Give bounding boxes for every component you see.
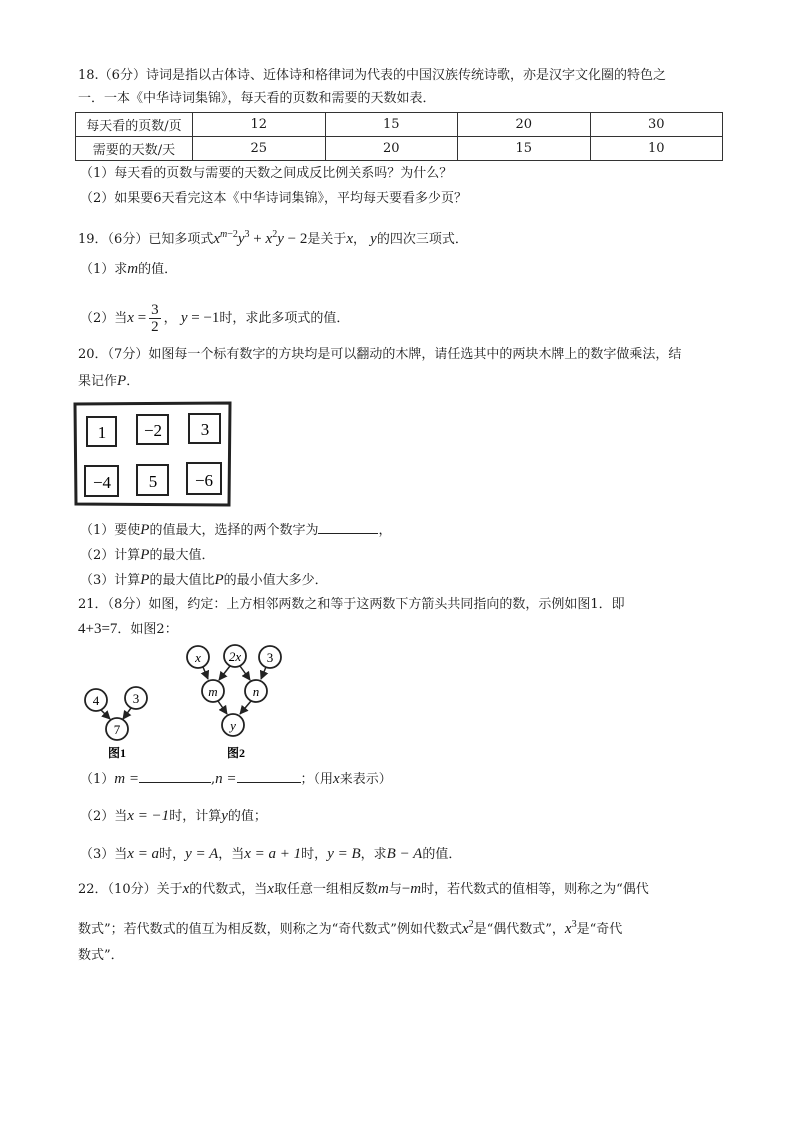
q22-line1-e: 时，若代数式的值相等，则称之为“偶代 (421, 882, 649, 897)
figure-1 (85, 687, 147, 760)
sum-diagram-figure (76, 640, 306, 765)
q22-expr-x2: $x^2$ (461, 919, 474, 937)
q20-line2-b: ． (126, 374, 140, 389)
tile-label: 5 (148, 472, 158, 491)
q22-line1 (78, 880, 649, 899)
node-label: 2x (228, 649, 242, 664)
table-cell: 10 (590, 137, 723, 161)
q20-sub3 (80, 571, 328, 590)
q19-suffix: 的四次三项式． (376, 232, 468, 247)
q21-sub1-b: ；（用 (300, 772, 334, 787)
q20-var-p: P (140, 522, 150, 538)
q22-line1-a: 22．（10分）关于 (78, 882, 183, 897)
q21-sub1-sep: , (211, 772, 216, 787)
arrow (240, 666, 250, 680)
fraction (149, 302, 161, 335)
q20-sub1-a: （1）要使 (80, 523, 141, 538)
answer-blank-m[interactable] (139, 770, 211, 783)
q20-line1: 20．（7分）如图每一个标有数字的方块均是可以翻动的木牌，请任选其中的两块木牌上的数字做乘法，结 (78, 347, 682, 362)
q20-sub2-b: 的最大值． (149, 548, 215, 563)
q19-sub1-b: 的值． (138, 262, 178, 277)
table-header-pages: 每天看的页数/页 (76, 113, 193, 137)
q21-eq: y = B (327, 846, 361, 862)
q18-table (75, 112, 723, 161)
figure-caption: 图2 (226, 746, 246, 760)
q21-example-eq: 4+3=7 (78, 621, 118, 637)
table-cell: 15 (458, 137, 591, 161)
q21-sub2-a: （2）当 (80, 809, 128, 824)
q20-sub3-c: 的最小值大多少． (223, 573, 328, 588)
q21-sub2 (80, 807, 267, 826)
q21-eq: B − A (386, 846, 423, 862)
q19-sub2 (80, 302, 349, 335)
q22-var-m: m (377, 881, 389, 897)
table-row (76, 137, 723, 161)
q20-sub1-c: ， (378, 523, 392, 538)
q21-sub1-a: （1） (80, 772, 115, 787)
q21-m-label: m = (114, 771, 139, 787)
q19-eq-x: x = (127, 310, 147, 326)
figure-2 (187, 645, 281, 760)
q22-line3: 数式”． (78, 948, 124, 963)
q18-sub2: （2）如果要6天看完这本《中华诗词集锦》，平均每天要看多少页？ (80, 191, 468, 206)
q21-sub2-c: 的值； (227, 809, 267, 824)
q18-line2: 一．一本《中华诗词集锦》，每天看的页数和需要的天数如表． (78, 91, 436, 106)
q21-sub1 (80, 770, 392, 789)
q22-line1-b: 的代数式，当 (189, 882, 268, 897)
q18-sub1: （1）每天看的页数与需要的天数之间成反比例关系吗？为什么？ (80, 166, 453, 181)
q21-eq: x = a + 1 (244, 846, 302, 862)
q21-line2-b: ．如图2： (117, 622, 178, 637)
q19-polynomial: $x^{m-2}y^3 + x^2y - 2$ (213, 229, 308, 247)
q20-sub2 (80, 546, 214, 565)
table-row (76, 113, 723, 137)
q20-sub3-b: 的最大值比 (149, 573, 215, 588)
answer-blank-n[interactable] (237, 770, 301, 783)
q21-sub1-c: 来表示） (339, 772, 392, 787)
arrow (218, 701, 227, 714)
node-label: 3 (132, 691, 140, 706)
q22-line2-b: 是“偶代数式”， (473, 922, 565, 937)
q22-line1-d: 与 (388, 882, 402, 897)
node-label: 4 (92, 693, 100, 708)
q19-var-x: x (346, 231, 354, 247)
table-cell: 25 (193, 137, 326, 161)
q20-var-p: P (117, 373, 127, 389)
q19-sub2-a: （2）当 (80, 311, 128, 326)
q19-eq-y: y = −1 (180, 310, 220, 326)
q21-sub3-e: ，求 (360, 847, 387, 862)
arrow (219, 666, 230, 680)
table-cell: 15 (325, 113, 458, 137)
node-label: m (208, 684, 218, 699)
q22-line2 (78, 916, 622, 939)
node-label: 7 (113, 722, 121, 737)
q22-line2-c: 是“奇代 (576, 922, 623, 937)
table-header-days: 需要的天数/天 (76, 137, 193, 161)
q19-comma: ， (353, 232, 367, 247)
q21-sub3-a: （3）当 (80, 847, 128, 862)
node-label: n (252, 684, 260, 699)
q22-line2-a: 数式”；若代数式的值互为相反数，则称之为“奇代数式”例如代数式 (78, 922, 462, 937)
table-cell: 20 (325, 137, 458, 161)
node-label: x (195, 650, 201, 665)
q18-line1: 18.（6分）诗词是指以古体诗、近体诗和格律词为代表的中国汉族传统诗歌，亦是汉字文化圈的特色之 (78, 68, 666, 83)
q19-var-y: y (370, 231, 377, 247)
answer-blank[interactable] (318, 521, 378, 534)
q21-sub3 (80, 845, 461, 864)
table-cell: 30 (590, 113, 723, 137)
table-cell: 20 (458, 113, 591, 137)
q20-line2 (78, 372, 139, 391)
q20-line2-a: 果记作 (78, 374, 118, 389)
q19-prefix: 19．（6分）已知多项式 (78, 232, 214, 247)
q21-eq: x = a (127, 846, 160, 862)
q21-sub3-d: 时， (301, 847, 328, 862)
q21-sub3-b: 时， (159, 847, 186, 862)
q21-sub3-c: ，当 (218, 847, 245, 862)
tile-label: −4 (92, 473, 112, 492)
q20-var-p: P (140, 572, 150, 588)
q20-sub1-b: 的值最大，选择的两个数字为 (149, 523, 319, 538)
q21-eq: y = A (185, 846, 219, 862)
q22-expr-x3: $x^3$ (564, 919, 577, 937)
arrow (101, 710, 110, 719)
tile-label: 3 (200, 420, 210, 439)
table-cell: 12 (193, 113, 326, 137)
q21-sub3-f: 的值． (422, 847, 462, 862)
q19-mid: 是关于 (307, 232, 347, 247)
q22-var-x: x (267, 881, 274, 897)
arrow (240, 701, 251, 714)
q19-sub2-c: 时，求此多项式的值． (219, 311, 350, 326)
arrow (203, 667, 208, 679)
q22-var-neg-m: −m (401, 881, 422, 897)
q22-var-x: x (182, 881, 190, 897)
arrow (123, 708, 131, 719)
q20-var-p: P (140, 547, 150, 563)
q22-line1-c: 取任意一组相反数 (273, 882, 378, 897)
q21-var-x: x (333, 771, 340, 787)
q21-sub2-eq: x = −1 (127, 808, 170, 824)
q20-sub3-a: （3）计算 (80, 573, 141, 588)
tile-label: −2 (143, 421, 163, 440)
q19-sub1-a: （1）求 (80, 262, 128, 277)
arrow (261, 667, 266, 679)
q19-sub1 (80, 260, 177, 279)
q20-var-p: P (214, 572, 224, 588)
fraction-numerator: 3 (151, 302, 159, 318)
figure-caption: 图1 (107, 746, 127, 760)
q19-var-m: m (127, 261, 139, 277)
q21-n-label: n = (215, 771, 237, 787)
node-label: 3 (266, 650, 274, 665)
node-label: y (230, 718, 236, 733)
q21-var-y: y (221, 808, 228, 824)
q21-sub2-b: 时，计算 (169, 809, 222, 824)
q20-sub1 (80, 521, 391, 540)
q19-stem (78, 226, 468, 249)
fraction-denominator: 2 (151, 319, 159, 335)
q19-sub2-b: ， (163, 311, 177, 326)
tile-board-figure (72, 400, 234, 508)
q21-line1: 21．（8分）如图，约定：上方相邻两数之和等于这两数下方箭头共同指向的数，示例如图1．即 (78, 597, 625, 612)
q21-line2 (78, 620, 178, 639)
q20-sub2-a: （2）计算 (80, 548, 141, 563)
tile-label: −6 (194, 471, 214, 490)
tile-label: 1 (97, 423, 107, 442)
